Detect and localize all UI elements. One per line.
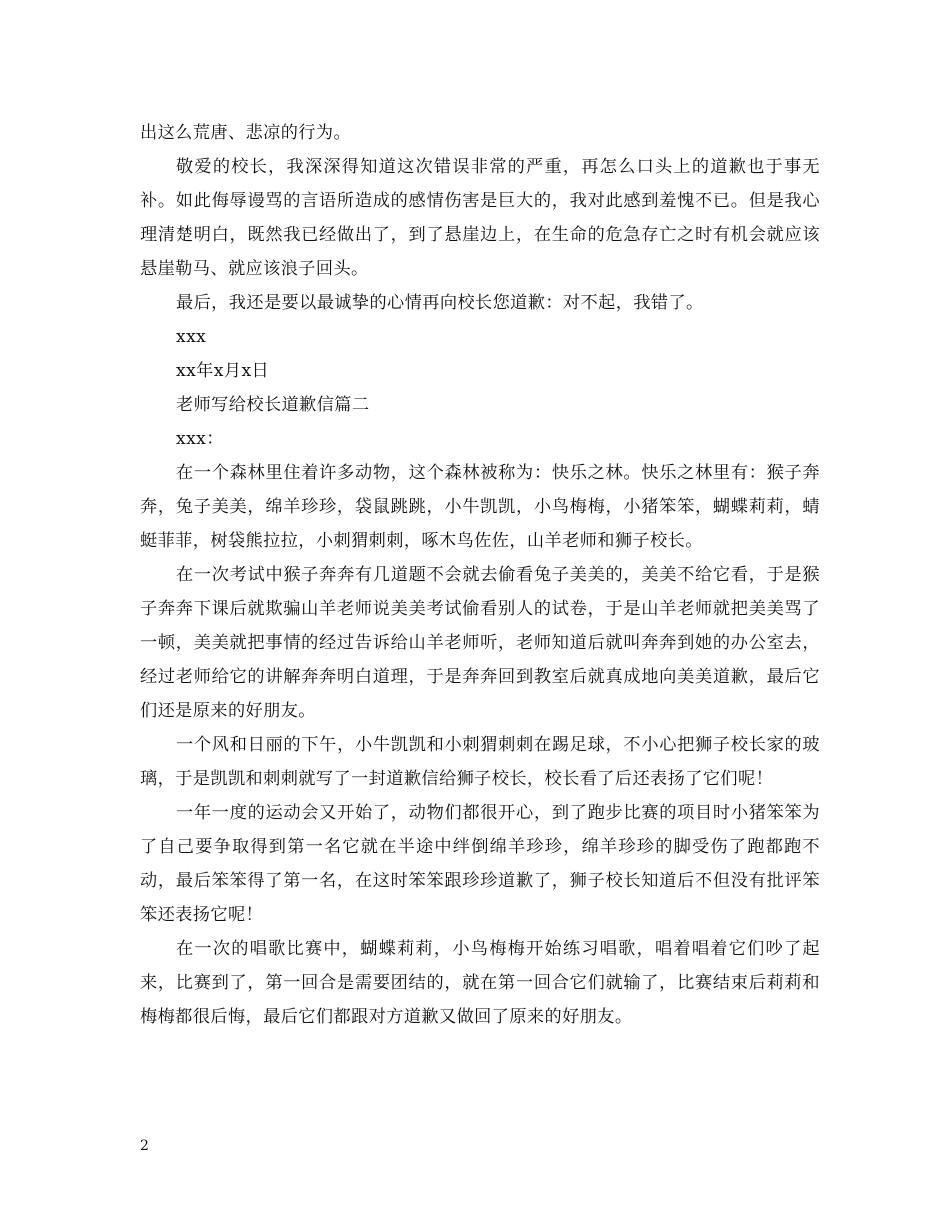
salutation: xxx： [176, 429, 224, 449]
section-title: 老师写给校长道歉信篇二 [176, 395, 370, 415]
paragraph: 在一次的唱歌比赛中，蝴蝶莉莉，小鸟梅梅开始练习唱歌，唱着唱着它们吵了起来，比赛到了，第一回合是需要团结的，就在第一回合它们就输了，比赛结束后莉莉和梅梅都很后悔，最后它们都跟对方道歉又做回了原来的好朋友。 [140, 939, 820, 1027]
date-line: xx年x月x日 [176, 361, 270, 381]
paragraph: 一年一度的运动会又开始了，动物们都很开心，到了跑步比赛的项目时小猪笨笨为了自己要争取得到第一名它就在半途中绊倒绵羊珍珍，绵羊珍珍的脚受伤了跑都跑不动，最后笨笨得了第一名，在这时笨笨跟珍珍道歉了，狮子校长知道后不但没有批评笨笨还表扬它呢！ [140, 803, 820, 925]
paragraph: 敬爱的校长，我深深得知道这次错误非常的严重，再怎么口头上的道歉也于事无补。如此侮辱谩骂的言语所造成的感情伤害是巨大的，我对此感到羞愧不已。但是我心理清楚明白，既然我已经做出了，到了悬崖边上，在生命的危急存亡之时有机会就应该悬崖勒马、就应该浪子回头。 [140, 157, 820, 279]
document-body [140, 116, 820, 1034]
paragraph: 出这么荒唐、悲凉的行为。 [140, 123, 352, 143]
paragraph: 最后，我还是要以最诚挚的心情再向校长您道歉：对不起，我错了。 [176, 293, 704, 313]
page-number: 2 [140, 1138, 149, 1154]
signature-line: xxx [176, 327, 207, 347]
paragraph: 在一次考试中猴子奔奔有几道题不会就去偷看兔子美美的，美美不给它看，于是猴子奔奔下课后就欺骗山羊老师说美美考试偷看别人的试卷，于是山羊老师就把美美骂了一顿，美美就把事情的经过告诉给山羊老师听，老师知道后就叫奔奔到她的办公室去，经过老师给它的讲解奔奔明白道理，于是奔奔回到教室后就真成地向美美道歉，最后它们还是原来的好朋友。 [140, 565, 820, 721]
paragraph: 在一个森林里住着许多动物，这个森林被称为：快乐之林。快乐之林里有：猴子奔奔，兔子美美，绵羊珍珍，袋鼠跳跳，小牛凯凯，小鸟梅梅，小猪笨笨，蝴蝶莉莉，蜻蜓菲菲，树袋熊拉拉，小刺猬刺刺，啄木鸟佐佐，山羊老师和狮子校长。 [140, 463, 820, 551]
paragraph: 一个风和日丽的下午，小牛凯凯和小刺猬刺刺在踢足球，不小心把狮子校长家的玻璃，于是凯凯和刺刺就写了一封道歉信给狮子校长，校长看了后还表扬了它们呢！ [140, 735, 820, 789]
